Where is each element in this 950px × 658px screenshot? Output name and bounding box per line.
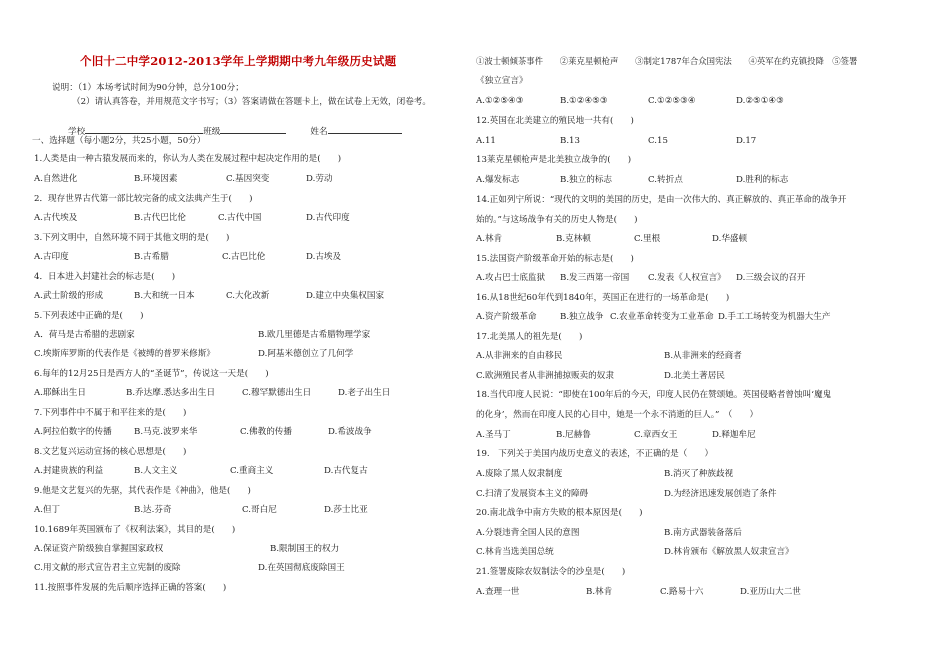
option[interactable]: D.希波战争 xyxy=(328,427,372,437)
option[interactable]: B.马克.波罗来华 xyxy=(134,427,198,437)
option[interactable]: A.但丁 xyxy=(34,505,61,515)
question-stem: 10.1689年英国颁布了《权利法案》，其目的是( ) xyxy=(34,525,236,535)
option[interactable]: D.为经济迅速发展创造了条件 xyxy=(664,489,777,499)
option[interactable]: A.攻占巴士底监狱 xyxy=(476,273,546,283)
question-stem: 13莱克星顿枪声是北美独立战争的( ) xyxy=(476,155,632,165)
option[interactable]: D.劳动 xyxy=(306,174,333,184)
option[interactable]: B.独立的标志 xyxy=(560,175,613,185)
option[interactable]: A.资产阶级革命 xyxy=(476,312,537,322)
question-stem: 5.下列表述中正确的是( ) xyxy=(34,311,144,321)
option[interactable]: A.11 xyxy=(476,136,496,146)
option[interactable]: D.②⑤①④③ xyxy=(736,96,784,106)
class-label: 班级 xyxy=(203,127,221,137)
option[interactable]: C.林肯当选美国总统 xyxy=(476,547,554,557)
option[interactable]: A.古印度 xyxy=(34,252,69,262)
option[interactable]: D.老子出生日 xyxy=(338,388,391,398)
option[interactable]: D.胜利的标志 xyxy=(736,175,789,185)
school-label: 学校 xyxy=(68,127,86,137)
option[interactable]: B.克林顿 xyxy=(556,234,591,244)
option[interactable]: C.章西女王 xyxy=(634,430,678,440)
option[interactable]: A.耶稣出生日 xyxy=(34,388,86,398)
option[interactable]: D.释迦牟尼 xyxy=(712,430,756,440)
option[interactable]: D.古代印度 xyxy=(306,213,350,223)
question-stem: 15.法国资产阶级革命开始的标志是( ) xyxy=(476,254,634,264)
option[interactable]: C.基因突变 xyxy=(226,174,270,184)
option[interactable]: A．荷马是古希腊的悲剧家 xyxy=(34,330,135,340)
option[interactable]: A.查理一世 xyxy=(476,587,520,597)
option[interactable]: B.13 xyxy=(560,136,580,146)
option[interactable]: B.林肯 xyxy=(586,587,613,597)
option[interactable]: A.武士阶级的形成 xyxy=(34,291,104,301)
option[interactable]: B.乔达摩.悉达多出生日 xyxy=(126,388,216,398)
option[interactable]: A.封建贵族的利益 xyxy=(34,466,104,476)
option[interactable]: D.古埃及 xyxy=(306,252,342,262)
question-stem: 19. 下列关于美国内战历史意义的表述，不正确的是（ ） xyxy=(476,449,714,459)
question-stem: 1.人类是由一种古猿发展而来的，你认为人类在发展过程中起决定作用的是( ) xyxy=(34,154,342,164)
question-stem: 11.按照事件发展的先后顺序选择正确的答案( ) xyxy=(34,583,227,593)
option[interactable]: C.转折点 xyxy=(648,175,683,185)
option[interactable]: C.路易十六 xyxy=(660,587,704,597)
option[interactable]: B.尼赫鲁 xyxy=(556,430,591,440)
exam-title: 个旧十二中学2012-2013学年上学期期中考九年级历史试题 xyxy=(80,54,397,68)
option[interactable]: B.独立战争 xyxy=(560,312,604,322)
question-stem: 8.文艺复兴运动宣扬的核心思想是( ) xyxy=(34,447,187,457)
option[interactable]: A.圣马丁 xyxy=(476,430,511,440)
option[interactable]: A.阿拉伯数字的传播 xyxy=(34,427,112,437)
option[interactable]: C.里根 xyxy=(634,234,661,244)
option[interactable]: B.欧几里德是古希腊物理学家 xyxy=(258,330,371,340)
option[interactable]: D.华盛顿 xyxy=(712,234,748,244)
option[interactable]: A.①②⑤④③ xyxy=(476,96,524,106)
school-blank[interactable] xyxy=(85,124,203,134)
question-stem: 14.正如列宁所说：“现代的文明的美国的历史，是由一次伟大的、真正解放的、真正革命的战争开 xyxy=(476,195,847,205)
option[interactable]: C.佛教的传播 xyxy=(240,427,292,437)
question-stem: 2．现存世界古代第一部比较完备的成文法典产生于( ) xyxy=(34,194,253,204)
option[interactable]: C.古巴比伦 xyxy=(222,252,266,262)
option[interactable]: C.①②⑤③④ xyxy=(648,96,696,106)
option[interactable]: B.从非洲来的经商者 xyxy=(664,351,742,361)
option[interactable]: B.古代巴比伦 xyxy=(134,213,187,223)
option[interactable]: D.手工工场转变为机器大生产 xyxy=(718,312,831,322)
question-stem: 21.签署废除农奴制法令的沙皇是( ) xyxy=(476,567,626,577)
option[interactable]: C.重商主义 xyxy=(230,466,274,476)
question-stem: 20.南北战争中南方失败的根本原因是( ) xyxy=(476,508,643,518)
question-stem: 4．日本进入封建社会的标志是( ) xyxy=(34,272,176,282)
q11-events: ①波士顿倾茶事件 ②莱克星顿枪声 ③制定1787年合众国宪法 ④英军在约克镇投降 ⑤签署 xyxy=(476,56,858,66)
q11-events-cont: 《独立宣言》 xyxy=(476,76,528,86)
instructions-line-2: （2）请认真答卷，并用规范文字书写；（3）答案请做在答题卡上，做在试卷上无效，闭卷考。 xyxy=(72,97,431,107)
option[interactable]: C.农业革命转变为工业革命 xyxy=(610,312,714,322)
option[interactable]: A.自然进化 xyxy=(34,174,78,184)
option[interactable]: C.欧洲殖民者从非洲捕掠贩卖的奴隶 xyxy=(476,371,614,381)
option[interactable]: D.阿基米德创立了几何学 xyxy=(258,349,354,359)
option[interactable]: B.古希腊 xyxy=(134,252,169,262)
option[interactable]: D.建立中央集权国家 xyxy=(306,291,385,301)
option[interactable]: B.达.芬奇 xyxy=(134,505,172,515)
option[interactable]: A.爆发标志 xyxy=(476,175,520,185)
question-stem: 12.英国在北美建立的殖民地一共有( ) xyxy=(476,116,634,126)
option[interactable]: A.废除了黑人奴隶制度 xyxy=(476,469,563,479)
class-blank[interactable] xyxy=(220,124,286,134)
question-stem: 18.当代印度人民说：“即使在100年后的今天，印度人民仍在赞颂她。英国侵略者曾蚀叫‘魔鬼 xyxy=(476,390,832,400)
option[interactable]: C.扫清了发展资本主义的障碍 xyxy=(476,489,589,499)
option[interactable]: A.保证资产阶级独自掌握国家政权 xyxy=(34,544,164,554)
option[interactable]: C.发表《人权宣言》 xyxy=(648,273,726,283)
question-stem: 9.他是文艺复兴的先驱，其代表作是《神曲》，他是( ) xyxy=(34,486,251,496)
option[interactable]: C.穆罕默德出生日 xyxy=(242,388,312,398)
option[interactable]: B.①②④⑤③ xyxy=(560,96,608,106)
option[interactable]: C.用文献的形式宣告君主立宪制的废除 xyxy=(34,563,181,573)
question-stem: 6.每年的12月25日是西方人的“圣诞节”，传说这一天是( ) xyxy=(34,369,269,379)
question-stem-cont: 始的。”与这场战争有关的历史人物是( ) xyxy=(476,215,638,225)
name-blank[interactable] xyxy=(328,124,402,134)
option[interactable]: D.在英国彻底废除国王 xyxy=(258,563,345,573)
option[interactable]: A.林肯 xyxy=(476,234,503,244)
option[interactable]: C.埃斯库罗斯的代表作是《被缚的普罗米修斯》 xyxy=(34,349,215,359)
option[interactable]: C.15 xyxy=(648,136,668,146)
option[interactable]: B.大和统一日本 xyxy=(134,291,195,301)
option[interactable]: D.三级会议的召开 xyxy=(736,273,806,283)
option[interactable]: D.北美土著居民 xyxy=(664,371,725,381)
section-heading: 一、选择题（每小题2分，共25小题，50分） xyxy=(32,136,206,146)
question-stem: 17.北美黑人的祖先是( ) xyxy=(476,332,583,342)
question-stem-cont: 的化身’，然而在印度人民的心目中，她是一个永不消逝的巨人。” （ ） xyxy=(476,410,759,420)
option[interactable]: C.大化改新 xyxy=(226,291,270,301)
option[interactable]: C.古代中国 xyxy=(218,213,262,223)
option[interactable]: B.环境因素 xyxy=(134,174,178,184)
option[interactable]: D.古代复古 xyxy=(324,466,368,476)
option[interactable]: B.限制国王的权力 xyxy=(270,544,340,554)
option[interactable]: B.人文主义 xyxy=(134,466,178,476)
instructions-line-1: 说明：（1）本场考试时间为90分钟，总分100分； xyxy=(52,83,244,93)
question-stem: 16.从18世纪60年代到1840年，英国正在进行的一场革命是( ) xyxy=(476,293,730,303)
option[interactable]: B.南方武器装备落后 xyxy=(664,528,742,538)
option[interactable]: D.17 xyxy=(736,136,757,146)
option[interactable]: A.古代埃及 xyxy=(34,213,78,223)
option[interactable]: A.从非洲来的自由移民 xyxy=(476,351,563,361)
option[interactable]: C.哥白尼 xyxy=(242,505,277,515)
option[interactable]: D.林肯颁布《解放黑人奴隶宣言》 xyxy=(664,547,794,557)
question-stem: 7.下列事件中不属于和平往来的是( ) xyxy=(34,408,187,418)
option[interactable]: D.亚历山大二世 xyxy=(740,587,801,597)
question-stem: 3.下列文明中，自然环境不同于其他文明的是( ) xyxy=(34,233,230,243)
option[interactable]: B.发三西第一帝国 xyxy=(560,273,630,283)
name-label: 姓名 xyxy=(310,127,328,137)
option[interactable]: D.莎士比亚 xyxy=(324,505,368,515)
option[interactable]: A.分裂违背全国人民的意图 xyxy=(476,528,580,538)
option[interactable]: B.消灭了种族歧视 xyxy=(664,469,734,479)
